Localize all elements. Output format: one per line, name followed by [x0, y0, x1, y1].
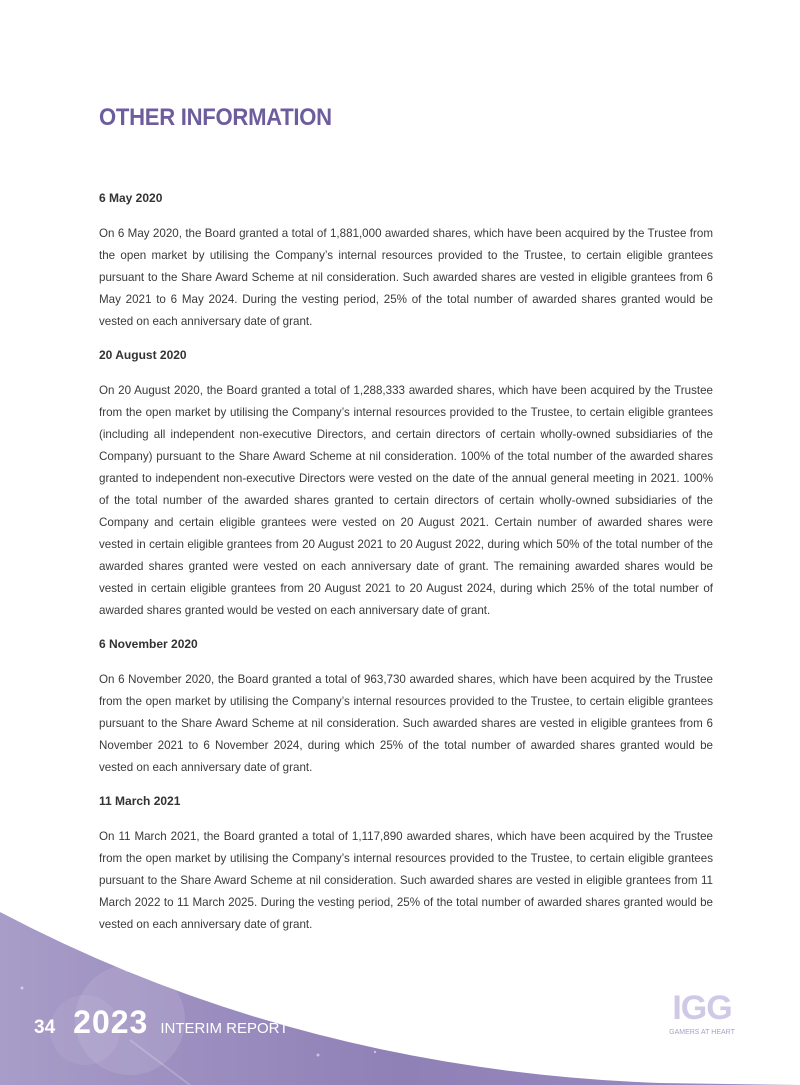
- report-branding: [34, 1004, 288, 1041]
- report-name: INTERIM REPORT: [160, 1020, 289, 1037]
- section-body: On 11 March 2021, the Board granted a total of 1,117,890 awarded shares, which have been acquired by the Trustee from the open market by utilising the Company’s internal resources provided to the Trustee, to certain eligible grantees pursuant to the Share Award Scheme at nil consideration. Such awarded shares are vested in eligible grantees from 11 March 2022 to 11 March 2025. During the vesting period, 25% of the total number of awarded shares granted would be vested on each anniversary date of grant.: [99, 830, 713, 931]
- igg-logo: [660, 990, 744, 1038]
- section-heading: 20 August 2020: [99, 348, 187, 362]
- logo-tagline: GAMERS AT HEART: [669, 1029, 735, 1036]
- section-heading: 6 November 2020: [99, 637, 198, 651]
- section-body: On 20 August 2020, the Board granted a total of 1,288,333 awarded shares, which have been acquired by the Trustee from the open market by utilising the Company’s internal resources provided to the Trustee, to certain eligible grantees (including all independent non-executive Directors, and certain directors of certain wholly-owned subsidiaries of the Company) pursuant to the Share Award Scheme at nil consideration. 100% of the total number of the awarded shares granted to independent non-executive Directors were vested on the date of the annual general meeting in 2021. 100% of the total number of the awarded shares granted to certain directors of certain wholly-owned subsidiaries of the Company and certain eligible grantees were vested on 20 August 2021. Certain number of awarded shares were vested in certain eligible grantees from 20 August 2021 to 20 August 2022, during which 50% of the total number of the awarded shares granted were vested on each anniversary date of grant. The remaining awarded shares would be vested in certain eligible grantees from 20 August 2021 to 20 August 2024, during which 25% of the total number of awarded shares granted would be vested on each anniversary date of grant.: [99, 384, 713, 617]
- report-year: 2023: [73, 1004, 149, 1040]
- section-6-may-2020: [99, 190, 713, 333]
- section-body: On 6 May 2020, the Board granted a total of 1,881,000 awarded shares, which have been acquired by the Trustee from the open market by utilising the Company’s internal resources provided to the Trustee, to certain eligible grantees pursuant to the Share Award Scheme at nil consideration. Such awarded shares are vested in eligible grantees from 6 May 2021 to 6 May 2024. During the vesting period, 25% of the total number of awarded shares granted would be vested on each anniversary date of grant.: [99, 227, 713, 328]
- section-6-november-2020: [99, 636, 713, 779]
- section-heading: 6 May 2020: [99, 191, 163, 205]
- section-20-august-2020: [99, 347, 713, 622]
- page-title: OTHER INFORMATION: [99, 104, 332, 131]
- section-heading: 11 March 2021: [99, 794, 181, 808]
- main-content: [99, 190, 713, 950]
- page-number: 34: [34, 1017, 56, 1038]
- section-body: On 6 November 2020, the Board granted a total of 963,730 awarded shares, which have been acquired by the Trustee from the open market by utilising the Company’s internal resources provided to the Trustee, to certain eligible grantees pursuant to the Share Award Scheme at nil consideration. Such awarded shares are vested in eligible grantees from 6 November 2021 to 6 November 2024, during which 25% of the total number of awarded shares granted would be vested on each anniversary date of grant.: [99, 673, 713, 774]
- logo-text: IGG: [672, 989, 732, 1027]
